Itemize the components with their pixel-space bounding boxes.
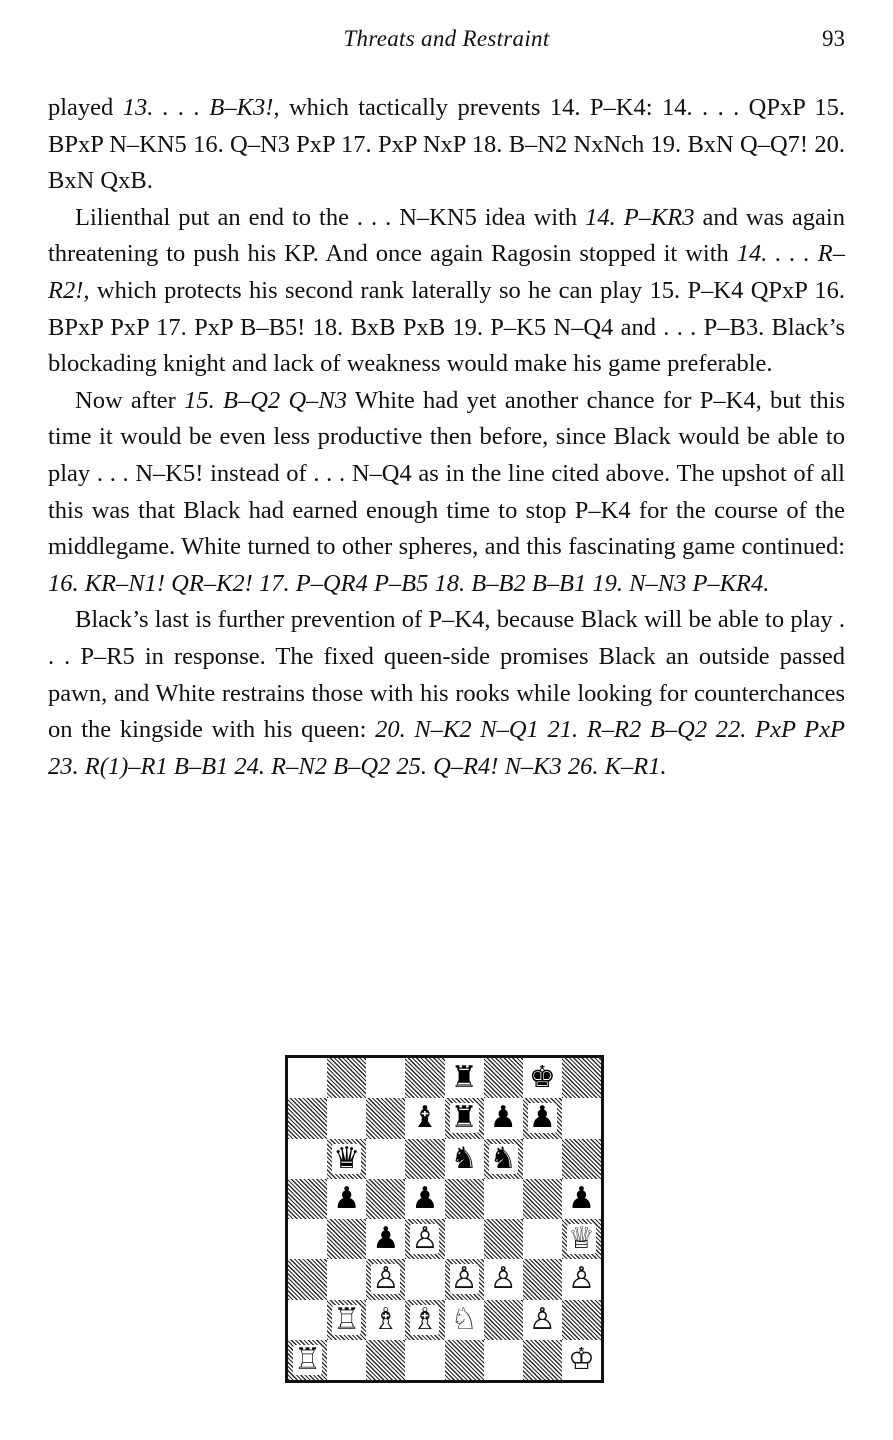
square-e4	[445, 1219, 484, 1259]
move-notation: 16. KR–N1! QR–K2! 17. P–QR4 P–B5 18. B–B2 B–B1 19. N–N3 P–KR4.	[48, 569, 770, 597]
text-run: White had yet another chance for P–K4, but this time it would be even less productive then before, since Black would be able to play . . . N–K5! instead of . . . N–Q4 as in the line cited above. The upshot of all this was that Black had earned enough time to stop P–K4 for the course of the middlegame. White turned to other spheres, and this fascinating game continued:	[48, 386, 845, 561]
text-run: which protects his second rank laterally so he can play 15. P–K4 QPxP 16. BPxP PxP 17. PxP B–B5! 18. BxB PxB 19. P–K5 N–Q4 and . . . P–B3. Black’s blockading knight and lack of weakness would make his game preferable.	[48, 276, 845, 378]
square-h8	[562, 1058, 601, 1098]
black-knight-icon: ♞	[450, 1140, 478, 1176]
square-h7	[562, 1098, 601, 1138]
square-h3	[562, 1259, 601, 1299]
white-pawn-icon: ♙	[489, 1261, 517, 1297]
square-c5	[366, 1179, 405, 1219]
move-notation: 15. B–Q2 Q–N3	[184, 386, 347, 414]
white-pawn-icon: ♙	[528, 1301, 556, 1337]
square-d5	[405, 1179, 444, 1219]
square-d6	[405, 1139, 444, 1179]
white-pawn-icon: ♙	[411, 1221, 439, 1257]
page-header	[48, 26, 845, 60]
square-g6	[523, 1139, 562, 1179]
square-h1	[562, 1340, 601, 1380]
square-b1	[327, 1340, 366, 1380]
square-f4	[484, 1219, 523, 1259]
square-g1	[523, 1340, 562, 1380]
square-c8	[366, 1058, 405, 1098]
square-e6	[445, 1139, 484, 1179]
black-knight-icon: ♞	[489, 1140, 517, 1176]
square-b7	[327, 1098, 366, 1138]
square-d8	[405, 1058, 444, 1098]
square-c7	[366, 1098, 405, 1138]
white-pawn-icon: ♙	[372, 1261, 400, 1297]
text-run: and was again threatening to push his KP. And once again Ragosin stopped it with	[48, 203, 845, 268]
page-number: 93	[822, 26, 845, 51]
square-d1	[405, 1340, 444, 1380]
paragraph	[48, 602, 845, 785]
square-b5	[327, 1179, 366, 1219]
black-rook-icon: ♜	[450, 1100, 478, 1136]
white-knight-icon: ♘	[450, 1301, 478, 1337]
square-g4	[523, 1219, 562, 1259]
black-king-icon: ♚	[528, 1060, 556, 1096]
square-a6	[288, 1139, 327, 1179]
chess-diagram	[285, 1055, 604, 1383]
black-pawn-icon: ♟	[567, 1180, 595, 1216]
square-f6	[484, 1139, 523, 1179]
square-d7	[405, 1098, 444, 1138]
square-e7	[445, 1098, 484, 1138]
square-b2	[327, 1300, 366, 1340]
move-notation: 14. . . . R–R2!,	[48, 240, 846, 304]
square-h2	[562, 1300, 601, 1340]
text-run: Now after	[75, 386, 185, 414]
square-b8	[327, 1058, 366, 1098]
square-h4	[562, 1219, 601, 1259]
square-f5	[484, 1179, 523, 1219]
square-a1	[288, 1340, 327, 1380]
white-pawn-icon: ♙	[450, 1261, 478, 1297]
square-b4	[327, 1219, 366, 1259]
black-pawn-icon: ♟	[411, 1180, 439, 1216]
square-b6	[327, 1139, 366, 1179]
square-a3	[288, 1259, 327, 1299]
white-queen-icon: ♕	[567, 1221, 595, 1257]
square-e5	[445, 1179, 484, 1219]
running-head: Threats and Restraint	[343, 26, 550, 51]
black-bishop-icon: ♝	[411, 1100, 439, 1136]
white-rook-icon: ♖	[294, 1341, 322, 1377]
black-pawn-icon: ♟	[333, 1180, 361, 1216]
square-g5	[523, 1179, 562, 1219]
square-h6	[562, 1139, 601, 1179]
square-c3	[366, 1259, 405, 1299]
square-a5	[288, 1179, 327, 1219]
black-pawn-icon: ♟	[528, 1100, 556, 1136]
black-rook-icon: ♜	[450, 1060, 478, 1096]
square-d4	[405, 1219, 444, 1259]
square-a2	[288, 1300, 327, 1340]
text-run: which tactically prevents 14. P–K4: 14. . . . QPxP 15. BPxP N–KN5 16. Q–N3 PxP 17. PxP NxP 18. B–N2 NxNch 19. BxN Q–Q7! 20. BxN QxB.	[48, 94, 845, 195]
square-f7	[484, 1098, 523, 1138]
square-f3	[484, 1259, 523, 1299]
square-g2	[523, 1300, 562, 1340]
move-notation: 20. N–K2 N–Q1 21. R–R2 B–Q2 22. PxP PxP 23. R(1)–R1 B–B1 24. R–N2 B–Q2 25. Q–R4! N–K3 26. K–R1.	[48, 716, 845, 780]
square-b3	[327, 1259, 366, 1299]
black-pawn-icon: ♟	[489, 1100, 517, 1136]
square-c1	[366, 1340, 405, 1380]
paragraph	[48, 383, 845, 603]
square-d3	[405, 1259, 444, 1299]
square-f1	[484, 1340, 523, 1380]
black-pawn-icon: ♟	[372, 1221, 400, 1257]
square-e1	[445, 1340, 484, 1380]
paragraph	[48, 200, 845, 383]
white-bishop-icon: ♗	[372, 1301, 400, 1337]
square-a7	[288, 1098, 327, 1138]
square-f2	[484, 1300, 523, 1340]
text-run: Lilienthal put an end to the . . . N–KN5 idea with	[75, 203, 586, 231]
white-pawn-icon: ♙	[567, 1261, 595, 1297]
paragraph	[48, 90, 845, 200]
square-a8	[288, 1058, 327, 1098]
move-notation: 14. P–KR3	[585, 203, 695, 231]
square-e3	[445, 1259, 484, 1299]
black-queen-icon: ♛	[333, 1140, 361, 1176]
square-g7	[523, 1098, 562, 1138]
body-text	[48, 90, 845, 785]
square-f8	[484, 1058, 523, 1098]
square-d2	[405, 1300, 444, 1340]
square-a4	[288, 1219, 327, 1259]
square-g3	[523, 1259, 562, 1299]
text-run: played	[48, 94, 123, 121]
square-e8	[445, 1058, 484, 1098]
square-c6	[366, 1139, 405, 1179]
move-notation: 13. . . . B–K3!,	[122, 94, 280, 121]
square-c4	[366, 1219, 405, 1259]
square-g8	[523, 1058, 562, 1098]
white-king-icon: ♔	[567, 1341, 595, 1377]
square-e2	[445, 1300, 484, 1340]
text-run: Black’s last is further prevention of P–K4, because Black will be able to play . . . P–R5 in response. The fixed queen-side promises Black an outside passed pawn, and White restrains those with his rooks while looking for counterchances on the kingside with his queen:	[48, 606, 845, 744]
white-rook-icon: ♖	[333, 1301, 361, 1337]
square-h5	[562, 1179, 601, 1219]
white-bishop-icon: ♗	[411, 1301, 439, 1337]
square-c2	[366, 1300, 405, 1340]
